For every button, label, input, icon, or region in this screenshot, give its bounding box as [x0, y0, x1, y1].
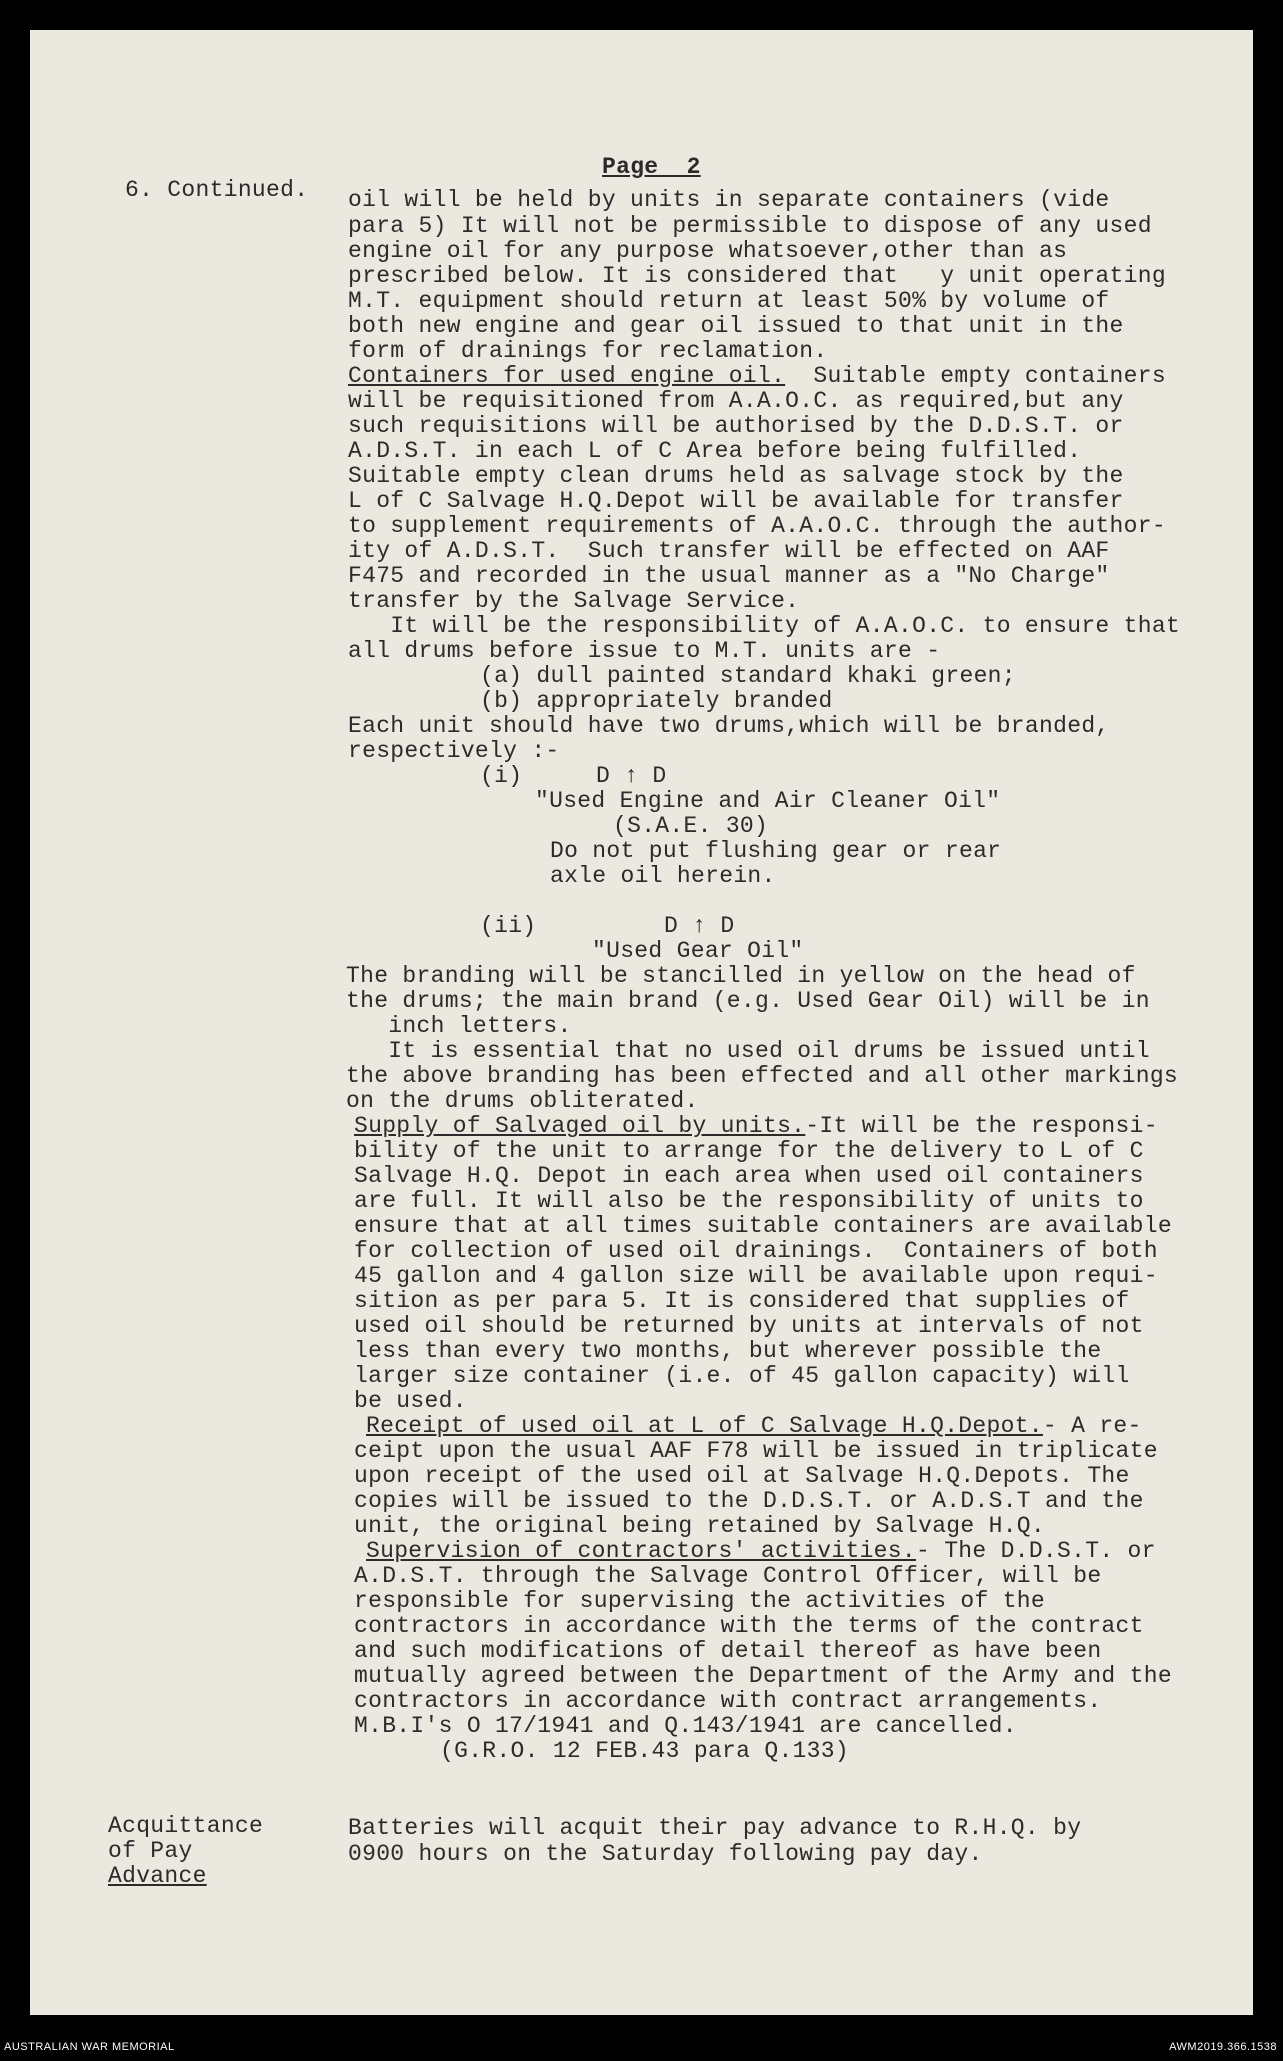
- body-line: 0900 hours on the Saturday following pay day.: [348, 1841, 983, 1867]
- brand-text: (S.A.E. 30): [613, 813, 769, 839]
- heading-supervision: Supervision of contractors' activities.: [366, 1538, 916, 1564]
- body-line: Suitable empty clean drums held as salvage stock by the: [348, 463, 1124, 489]
- body-line: upon receipt of the used oil at Salvage H.Q.Depots. The: [354, 1463, 1130, 1489]
- heading-supply: Supply of Salvaged oil by units.: [354, 1113, 806, 1139]
- body-line: larger size container (i.e. of 45 gallon capacity) will: [354, 1363, 1130, 1389]
- body-line: such requisitions will be authorised by the D.D.S.T. or: [348, 413, 1124, 439]
- body-line: A.D.S.T. in each L of C Area before being fulfilled.: [348, 438, 1082, 464]
- margin-note-acquittance: Acquittance: [108, 1813, 264, 1839]
- body-line: the drums; the main brand (e.g. Used Gear Oil) will be in: [346, 988, 1150, 1014]
- brand-text: Do not put flushing gear or rear: [550, 838, 1002, 864]
- heading-receipt: Receipt of used oil at L of C Salvage H.Q.Depot.: [366, 1413, 1043, 1439]
- body-line: inch letters.: [346, 1013, 572, 1039]
- paragraph-line: Supervision of contractors' activities.- The D.D.S.T. or: [366, 1538, 1156, 1564]
- paragraph-line: Containers for used engine oil. Suitable empty containers: [348, 363, 1166, 389]
- body-line: contractors in accordance with contract arrangements.: [354, 1688, 1102, 1714]
- brand-mark: D ↑ D: [596, 763, 667, 789]
- body-line: transfer by the Salvage Service.: [348, 588, 800, 614]
- brand-text: "Used Gear Oil": [592, 938, 804, 964]
- body-line: engine oil for any purpose whatsoever,other than as: [348, 238, 1068, 264]
- paragraph-line: Receipt of used oil at L of C Salvage H.Q.Depot.- A re-: [366, 1413, 1142, 1439]
- brand-number: (ii): [480, 913, 537, 939]
- body-line: ceipt upon the usual AAF F78 will be issued in triplicate: [354, 1438, 1158, 1464]
- footer-accession: AWM2019.366.1538: [1169, 2041, 1277, 2053]
- body-line: mutually agreed between the Department of the Army and the: [354, 1663, 1172, 1689]
- body-line: contractors in accordance with the terms of the contract: [354, 1613, 1144, 1639]
- body-line: will be requisitioned from A.A.O.C. as required,but any: [348, 388, 1124, 414]
- body-line: A.D.S.T. through the Salvage Control Officer, will be: [354, 1563, 1102, 1589]
- body-line: respectively :-: [348, 738, 560, 764]
- brand-mark: D ↑ D: [664, 913, 735, 939]
- body-line: It is essential that no used oil drums be issued until: [346, 1038, 1150, 1064]
- brand-text: axle oil herein.: [550, 863, 776, 889]
- body-line: F475 and recorded in the usual manner as a "No Charge": [348, 563, 1110, 589]
- body-line: and such modifications of detail thereof as have been: [354, 1638, 1102, 1664]
- body-line: unit, the original being retained by Salvage H.Q.: [354, 1513, 1046, 1539]
- body-line: M.B.I's O 17/1941 and Q.143/1941 are cancelled.: [354, 1713, 1017, 1739]
- footer-credit: AUSTRALIAN WAR MEMORIAL: [4, 2041, 175, 2053]
- body-line: prescribed below. It is considered that y unit operating: [348, 263, 1166, 289]
- reference-line: (G.R.O. 12 FEB.43 para Q.133): [440, 1738, 849, 1764]
- body-line: 45 gallon and 4 gallon size will be available upon requi-: [354, 1263, 1158, 1289]
- body-line: be used.: [354, 1388, 467, 1414]
- body-line: the above branding has been effected and all other markings: [346, 1063, 1179, 1089]
- list-item: (b) appropriately branded: [480, 688, 833, 714]
- body-line: form of drainings for reclamation.: [348, 338, 828, 364]
- heading-containers: Containers for used engine oil.: [348, 363, 786, 389]
- body-line: bility of the unit to arrange for the delivery to L of C: [354, 1138, 1144, 1164]
- margin-note-acquittance: Advance: [108, 1863, 207, 1889]
- body-line: It will be the responsibility of A.A.O.C. to ensure that: [348, 613, 1181, 639]
- list-item: (a) dull painted standard khaki green;: [480, 663, 1016, 689]
- body-line: both new engine and gear oil issued to that unit in the: [348, 313, 1124, 339]
- margin-note-acquittance: of Pay: [108, 1838, 193, 1864]
- body-line: Each unit should have two drums,which will be branded,: [348, 713, 1110, 739]
- brand-number: (i): [480, 763, 523, 789]
- body-line: sition as per para 5. It is considered that supplies of: [354, 1288, 1130, 1314]
- body-line: oil will be held by units in separate containers (vide: [348, 187, 1110, 213]
- body-line: Salvage H.Q. Depot in each area when used oil containers: [354, 1163, 1144, 1189]
- body-line: The branding will be stancilled in yellow on the head of: [346, 963, 1136, 989]
- body-line: M.T. equipment should return at least 50% by volume of: [348, 288, 1110, 314]
- body-line: less than every two months, but wherever possible the: [354, 1338, 1102, 1364]
- brand-text: "Used Engine and Air Cleaner Oil": [535, 788, 1001, 814]
- body-line: ity of A.D.S.T. Such transfer will be effected on AAF: [348, 538, 1110, 564]
- page-title: Page 2: [602, 154, 701, 180]
- body-line: Batteries will acquit their pay advance to R.H.Q. by: [348, 1815, 1082, 1841]
- body-line: on the drums obliterated.: [346, 1088, 699, 1114]
- body-line: all drums before issue to M.T. units are -: [348, 638, 941, 664]
- body-line: are full. It will also be the responsibility of units to: [354, 1188, 1144, 1214]
- body-line: responsible for supervising the activities of the: [354, 1588, 1046, 1614]
- body-line: L of C Salvage H.Q.Depot will be available for transfer: [348, 488, 1124, 514]
- margin-note-continued: 6. Continued.: [125, 177, 309, 203]
- paragraph-line: Supply of Salvaged oil by units.-It will be the responsi-: [354, 1113, 1158, 1139]
- body-line: used oil should be returned by units at intervals of not: [354, 1313, 1144, 1339]
- body-line: copies will be issued to the D.D.S.T. or A.D.S.T and the: [354, 1488, 1144, 1514]
- body-line: para 5) It will not be permissible to dispose of any used: [348, 213, 1152, 239]
- document-page: [30, 30, 1253, 2015]
- body-line: to supplement requirements of A.A.O.C. through the author-: [348, 513, 1166, 539]
- body-line: for collection of used oil drainings. Containers of both: [354, 1238, 1158, 1264]
- body-line: ensure that at all times suitable containers are available: [354, 1213, 1172, 1239]
